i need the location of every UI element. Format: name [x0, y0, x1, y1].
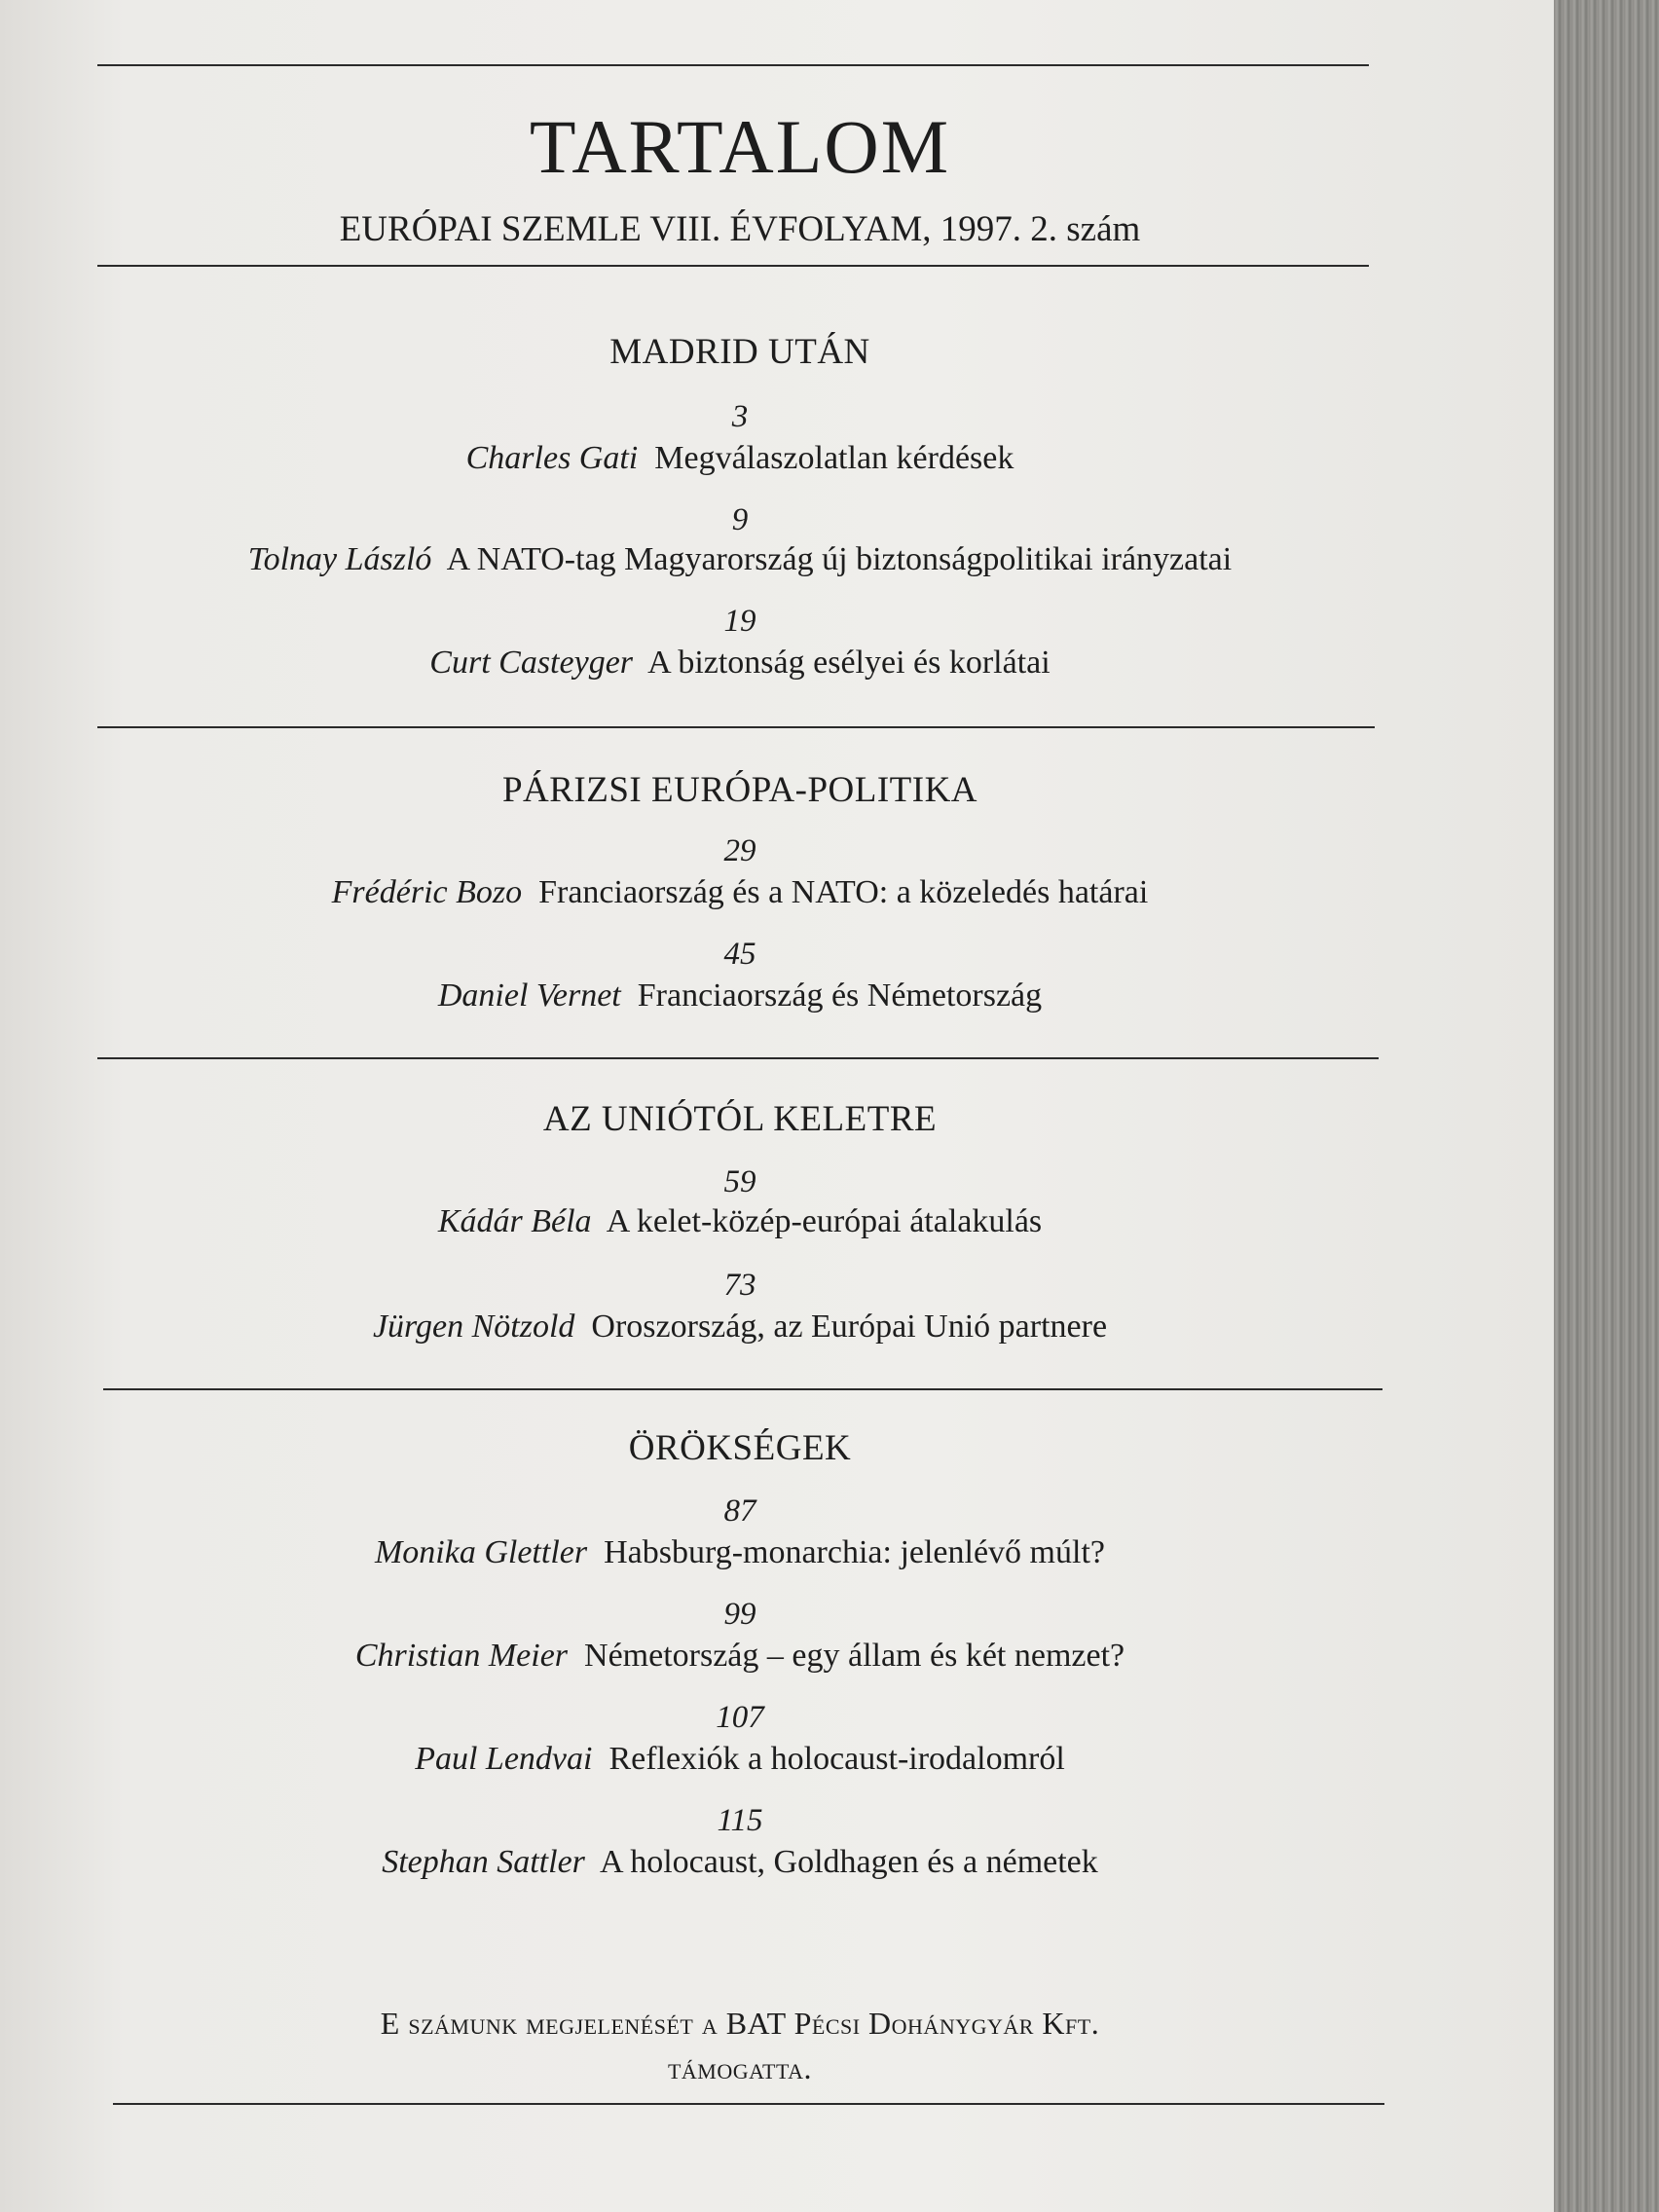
toc-entry — [97, 1203, 1382, 1240]
page-number: 99 — [723, 1597, 756, 1632]
entry-author: Charles Gati — [465, 440, 639, 476]
top-rule — [97, 64, 1369, 66]
entry-author: Monika Glettler — [374, 1534, 588, 1570]
page-number: 73 — [723, 1268, 756, 1303]
entry-title: A holocaust, Goldhagen és a németek — [600, 1844, 1098, 1880]
toc-entry — [97, 440, 1382, 477]
page-number: 59 — [723, 1164, 756, 1199]
entry-title: Franciaország és a NATO: a közeledés határai — [538, 874, 1149, 910]
entry-title: Németország – egy állam és két nemzet? — [584, 1638, 1125, 1674]
entry-title: Reflexiók a holocaust-irodalomról — [608, 1741, 1065, 1777]
entry-author: Paul Lendvai — [415, 1741, 593, 1777]
section-rule — [97, 1057, 1379, 1059]
entry-title: Franciaország és Németország — [637, 977, 1043, 1014]
toc-entry — [97, 1844, 1382, 1881]
entry-title: A NATO-tag Magyarország új biztonságpolitikai irányzatai — [446, 541, 1233, 577]
entry-title: Megválaszolatlan kérdések — [654, 440, 1014, 476]
entry-title: A biztonság esélyei és korlátai — [647, 645, 1051, 681]
entry-author: Stephan Sattler — [382, 1844, 585, 1880]
bottom-rule — [113, 2103, 1384, 2105]
section-heading: MADRID UTÁN — [609, 332, 870, 372]
entry-author: Jürgen Nötzold — [372, 1309, 575, 1345]
page-number: 45 — [723, 937, 756, 972]
header-rule — [97, 265, 1369, 267]
entry-author: Tolnay László — [247, 541, 432, 577]
page-number: 115 — [717, 1803, 763, 1838]
page-number: 29 — [723, 833, 756, 868]
page-number: 107 — [716, 1700, 764, 1735]
entry-title: Oroszország, az Európai Unió partnere — [591, 1309, 1108, 1345]
entry-author: Frédéric Bozo — [331, 874, 523, 910]
entry-author: Curt Casteyger — [429, 645, 634, 681]
section-heading: AZ UNIÓTÓL KELETRE — [542, 1099, 938, 1139]
entry-author: Christian Meier — [354, 1638, 569, 1674]
toc-entry — [97, 541, 1382, 578]
toc-entry — [97, 1534, 1382, 1571]
page-edge — [1554, 0, 1659, 2212]
entry-title: Habsburg-monarchia: jelenlévő múlt? — [604, 1534, 1105, 1570]
page-title: TARTALOM — [529, 104, 951, 189]
page-number: 87 — [723, 1493, 756, 1529]
entry-author: Kádár Béla — [437, 1203, 592, 1239]
sponsor-note: E számunk megjelenését a BAT Pécsi Dohánygyár Kft. — [380, 2006, 1100, 2041]
page-number: 3 — [731, 399, 749, 434]
section-rule — [97, 726, 1375, 728]
toc-entry — [97, 1638, 1382, 1675]
page-number: 9 — [731, 502, 749, 537]
toc-entry — [97, 645, 1382, 682]
section-heading: PÁRIZSI EURÓPA-POLITIKA — [501, 770, 978, 810]
section-heading: ÖRÖKSÉGEK — [628, 1428, 852, 1468]
toc-entry — [97, 1741, 1382, 1778]
sponsor-note-line2: támogatta. — [667, 2050, 813, 2085]
entry-author: Daniel Vernet — [437, 977, 621, 1014]
page-number: 19 — [723, 604, 756, 639]
toc-entry — [97, 874, 1382, 911]
entry-title: A kelet-közép-európai átalakulás — [606, 1203, 1043, 1239]
journal-subtitle: EURÓPAI SZEMLE VIII. ÉVFOLYAM, 1997. 2. szám — [339, 209, 1141, 249]
toc-entry — [97, 1309, 1382, 1346]
section-rule — [103, 1388, 1382, 1390]
toc-entry — [97, 977, 1382, 1014]
